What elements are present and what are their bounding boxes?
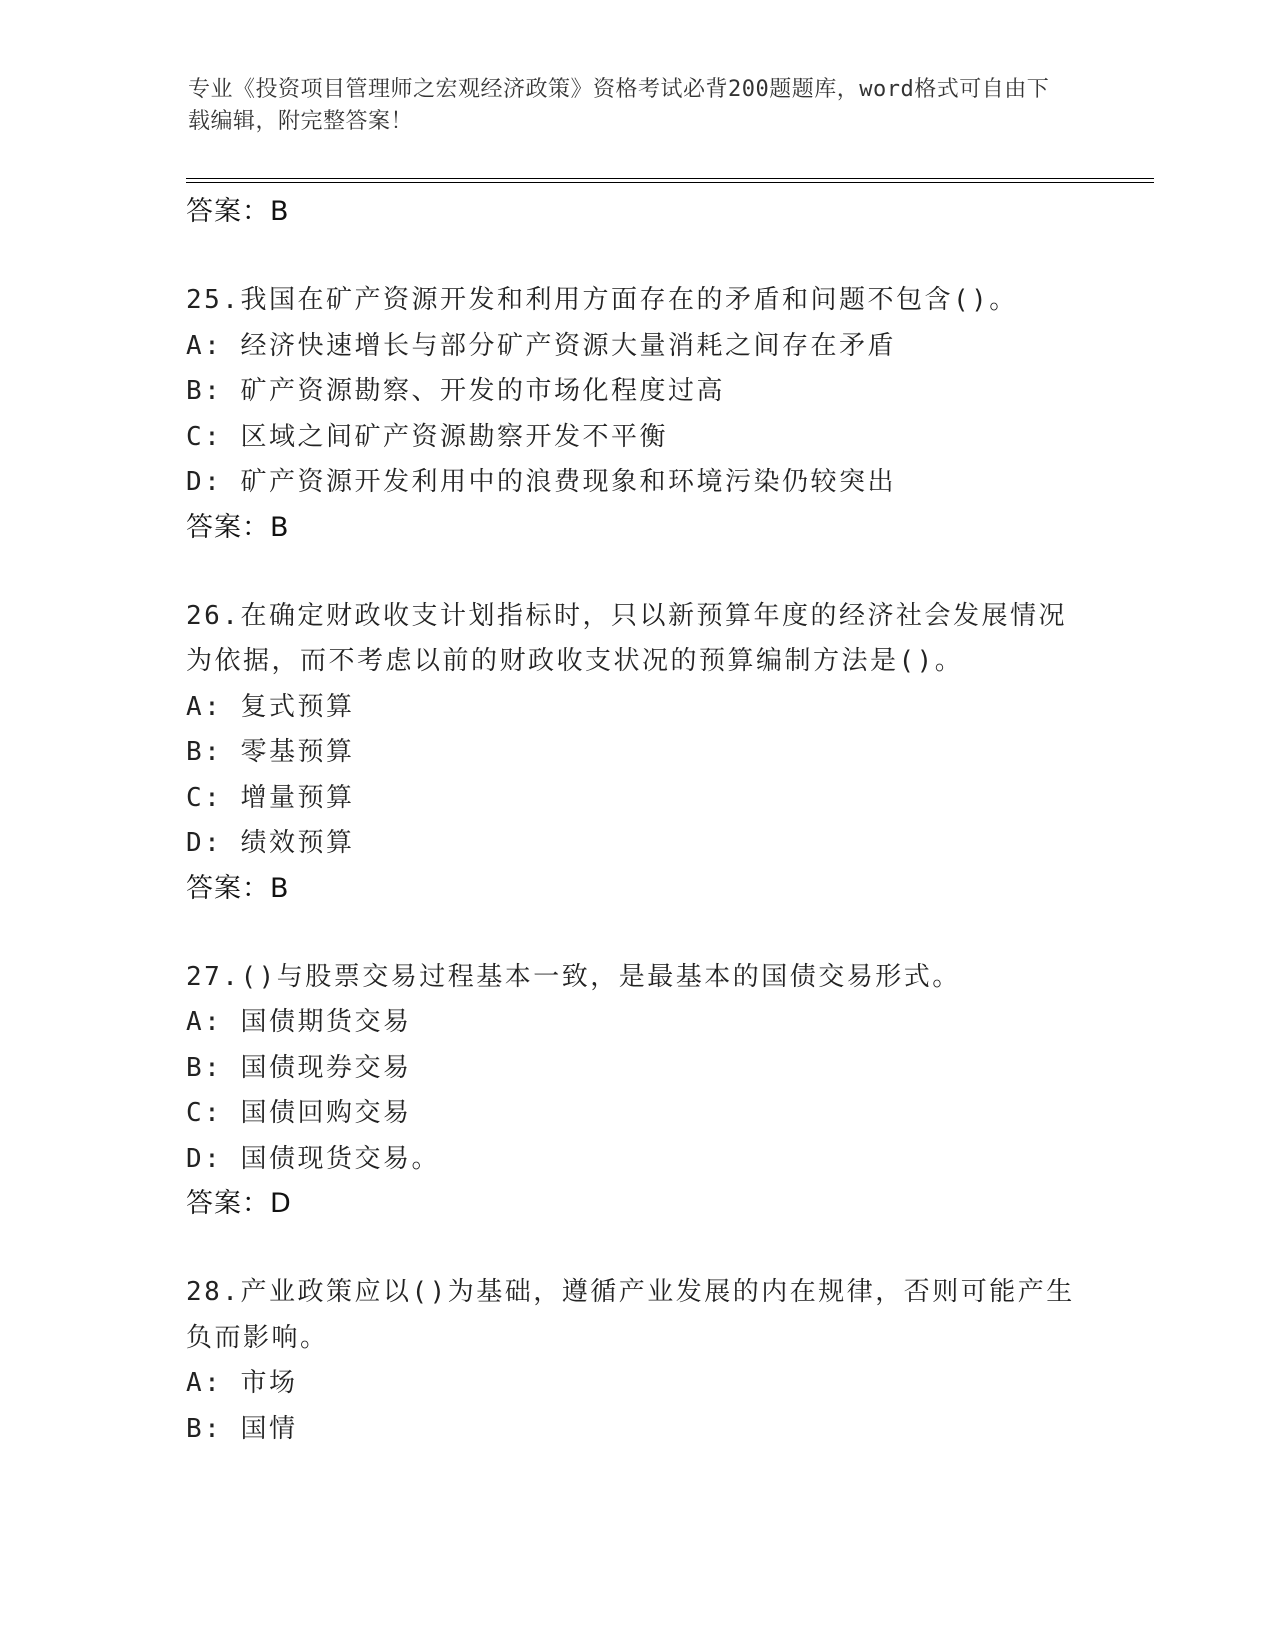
option-b: B: 国情 [186,1413,298,1444]
option-a: A: 经济快速增长与部分矿产资源大量消耗之间存在矛盾 [186,330,896,361]
option-a: A: 市场 [186,1368,298,1398]
option-b: B: 国债现券交易 [186,1052,412,1083]
question-stem: 26.在确定财政收支计划指标时，只以新预算年度的经济社会发展情况为依据，而不考虑以前的财政收支状况的预算编制方法是()。 [186,600,1067,676]
question-28 [186,1270,1086,1452]
option-b: B: 零基预算 [186,737,355,767]
question-25 [186,278,1086,550]
header-divider-bottom [186,182,1154,183]
option-d: D: 矿产资源开发利用中的浪费现象和环境污染仍较突出 [186,467,896,497]
question-list [186,190,1086,1452]
question-stem: 25.我国在矿产资源开发和利用方面存在的矛盾和问题不包含()。 [186,285,1018,315]
question-26 [186,594,1086,911]
option-a: A: 复式预算 [186,691,355,722]
document-header [188,74,1068,138]
answer-line: 答案：B [186,511,290,543]
answer-line: 答案：D [186,1188,292,1219]
answer-line: 答案：B [186,196,290,227]
option-c: C: 增量预算 [186,782,355,813]
option-d: D: 国债现货交易。 [186,1143,440,1174]
header-title: 专业《投资项目管理师之宏观经济政策》资格考试必背200题题库，word格式可自由下载编辑，附完整答案！ [188,77,1050,134]
option-d: D: 绩效预算 [186,828,355,858]
option-c: C: 区域之间矿产资源勘察开发不平衡 [186,421,668,452]
header-divider-top [186,178,1154,179]
question-stem: 28.产业政策应以()为基础，遵循产业发展的内在规律，否则可能产生负而影响。 [186,1277,1075,1353]
option-c: C: 国债回购交易 [186,1098,412,1128]
question-27 [186,955,1086,1227]
option-a: A: 国债期货交易 [186,1007,412,1037]
option-b: B: 矿产资源勘察、开发的市场化程度过高 [186,376,725,406]
answer-line: 答案：B [186,872,290,904]
question-stem: 27.()与股票交易过程基本一致，是最基本的国债交易形式。 [186,961,961,992]
